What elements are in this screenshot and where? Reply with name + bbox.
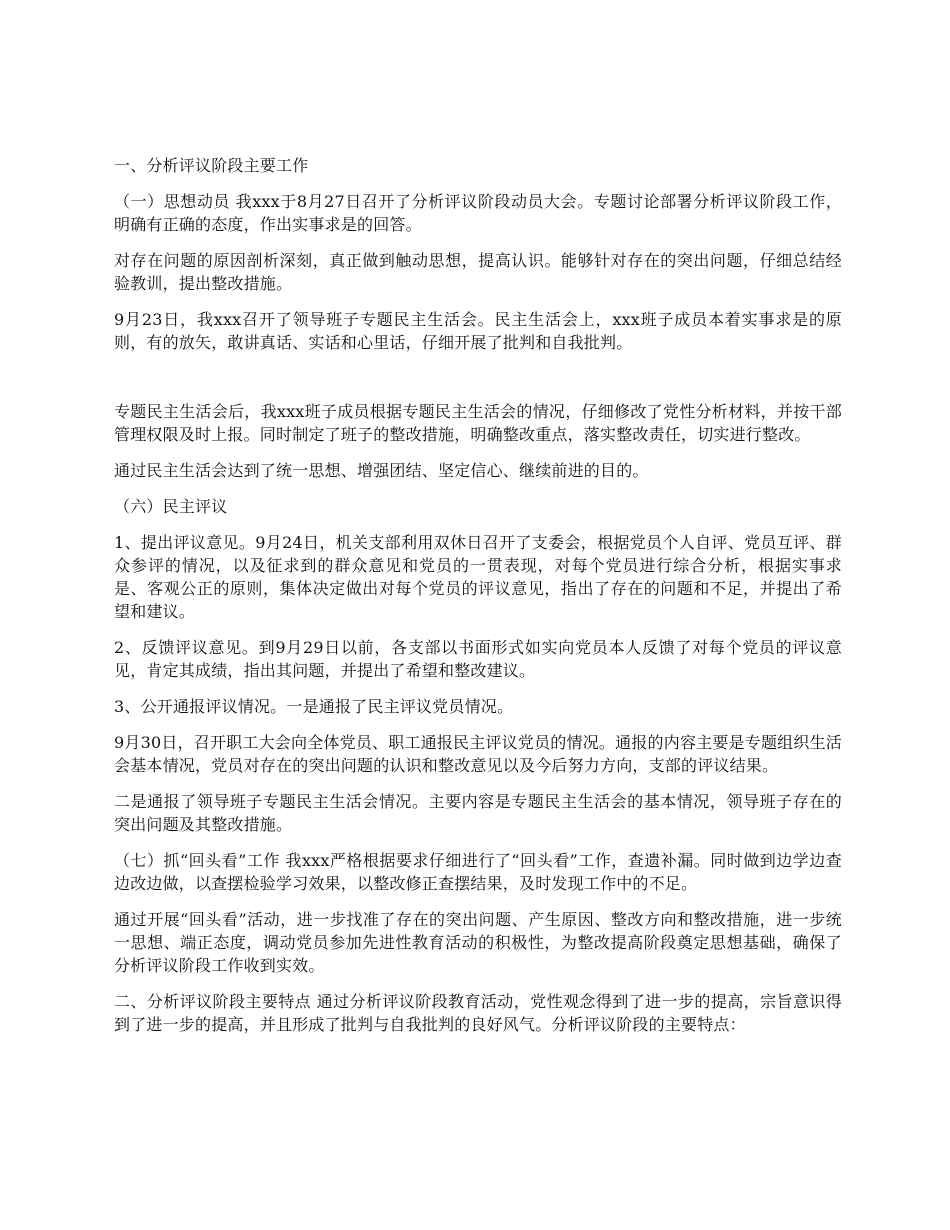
paragraph-meeting-goal: 通过民主生活会达到了统一思想、增强团结、坚定信心、继续前进的目的。 (114, 461, 649, 480)
paragraph-look-back-work: （七）抓“回头看”工作 我xxx严格根据要求仔细进行了“回头看”工作，查遗补漏。同时做到边学边查边改边做，以查摆检验学习效果，以整改修正查摆结果，及时发现工作中的不足。 (114, 851, 842, 893)
paragraph-democratic-life-meeting: 9月23日，我xxx召开了领导班子专题民主生活会。民主生活会上，xxx班子成员本着实事求是的原则，有的放矢，敢讲真话、实话和心里话，仔细开展了批判和自我批判。 (114, 310, 842, 352)
paragraph-feedback-opinions: 2、反馈评议意见。到9月29日以前，各支部以书面形式如实向党员本人反馈了对每个党员的评议意见，肯定其成绩，指出其问题，并提出了希望和整改建议。 (114, 638, 842, 680)
paragraph-after-meeting: 专题民主生活会后，我xxx班子成员根据专题民主生活会的情况，仔细修改了党性分析材料，并按干部管理权限及时上报。同时制定了班子的整改措施，明确整改重点，落实整改责任，切实进行整改。 (114, 402, 842, 444)
paragraph-gap (114, 367, 842, 400)
subheading-democratic-evaluation: （六）民主评议 (114, 497, 228, 516)
paragraph-look-back-result: 通过开展“回头看”活动，进一步找准了存在的突出问题、产生原因、整改方向和整改措施，进一步统一思想、端正态度，调动党员参加先进性教育活动的积极性，为整改提高阶段奠定思想基础，确保了分析评议阶段工作收到实效。 (114, 910, 842, 975)
paragraph-staff-meeting: 9月30日，召开职工大会向全体党员、职工通报民主评议党员的情况。通报的内容主要是专题组织生活会基本情况，党员对存在的突出问题的认识和整改意见以及今后努力方向，支部的评议结果。 (114, 733, 842, 775)
paragraph-problem-analysis: 对存在问题的原因剖析深刻，真正做到触动思想，提高认识。能够针对存在的突出问题，仔细总结经验教训，提出整改措施。 (114, 251, 842, 293)
section-heading-analysis-work: 一、分析评议阶段主要工作 (114, 156, 309, 175)
document-body (114, 154, 842, 1049)
paragraph-leadership-report: 二是通报了领导班子专题民主生活会情况。主要内容是专题民主生活会的基本情况，领导班子存在的突出问题及其整改措施。 (114, 792, 842, 834)
paragraph-public-report: 3、公开通报评议情况。一是通报了民主评议党员情况。 (114, 697, 514, 716)
paragraph-mobilization: （一）思想动员 我xxx于8月27日召开了分析评议阶段动员大会。专题讨论部署分析评议阶段工作，明确有正确的态度，作出实事求是的回答。 (114, 192, 842, 234)
section-heading-main-features: 二、分析评议阶段主要特点 通过分析评议阶段教育活动，党性观念得到了进一步的提高，宗旨意识得到了进一步的提高，并且形成了批判与自我批判的良好风气。分析评议阶段的主要特点： (114, 992, 842, 1034)
paragraph-evaluation-opinions: 1、提出评议意见。9月24日，机关支部利用双休日召开了支委会，根据党员个人自评、党员互评、群众参评的情况，以及征求到的群众意见和党员的一贯表现，对每个党员进行综合分析，根据实事求是、客观公正的原则，集体决定做出对每个党员的评议意见，指出了存在的问题和不足，并提出了希望和建议。 (114, 533, 842, 621)
